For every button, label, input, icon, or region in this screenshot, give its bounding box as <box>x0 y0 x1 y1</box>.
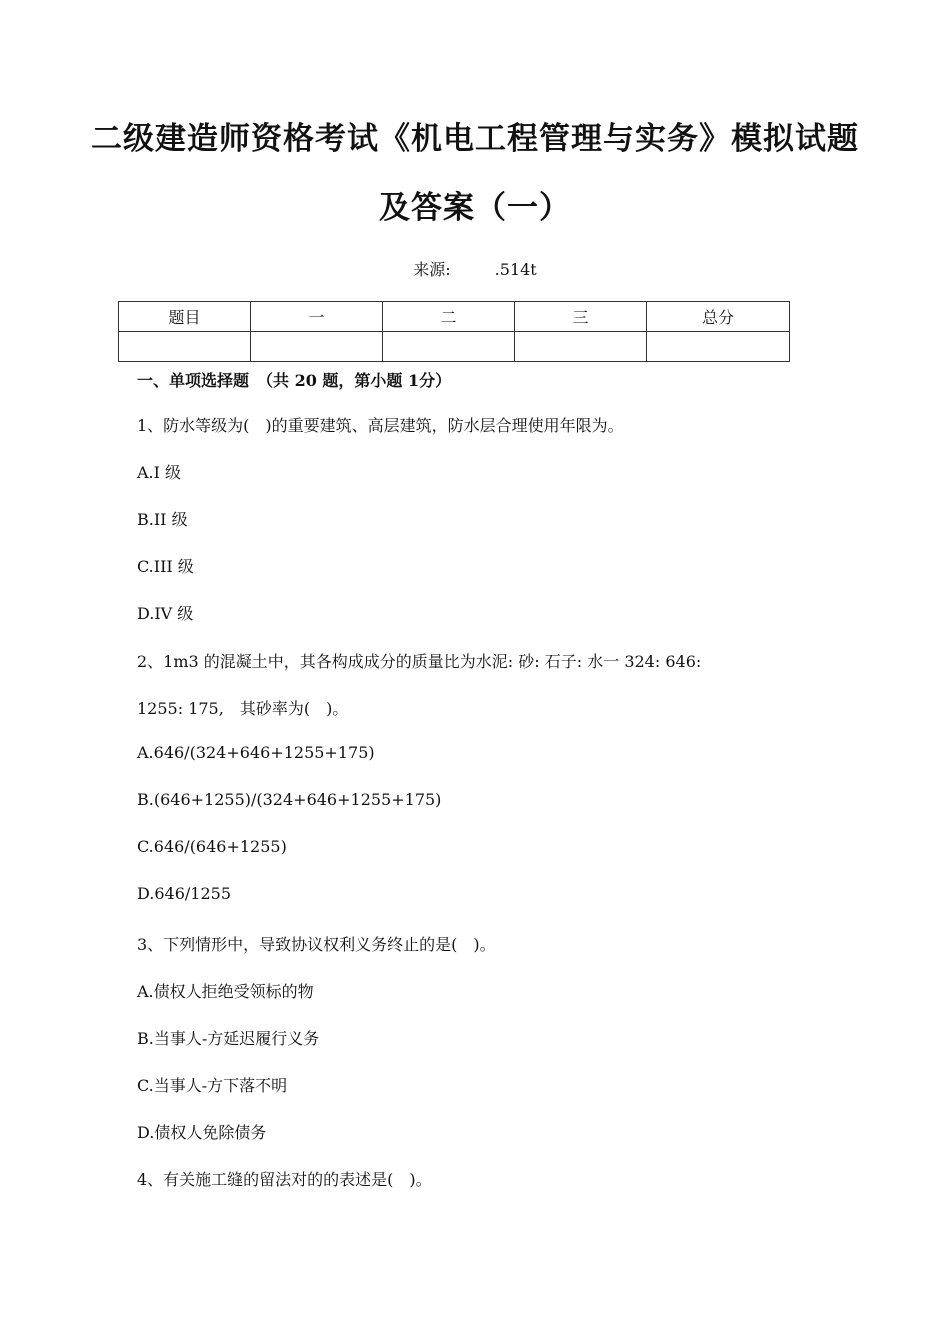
question-3-option-b: B.当事人-方延迟履行义务 <box>137 1029 320 1048</box>
question-3-option-d: D.债权人免除债务 <box>137 1123 267 1142</box>
question-1-option-b: B.II 级 <box>137 510 188 529</box>
question-4-text: 4、有关施工缝的留法对的的表述是( )。 <box>137 1170 432 1189</box>
question-1-option-c: C.III 级 <box>137 557 194 576</box>
score-table-header-row <box>119 302 790 332</box>
question-1-option-a: A.I 级 <box>137 463 182 482</box>
document-title-line-2: 及答案（一） <box>379 190 571 226</box>
question-2-option-c: C.646/(646+1255) <box>137 837 287 856</box>
document-title-line-1: 二级建造师资格考试《机电工程管理与实务》模拟试题 <box>91 121 859 157</box>
source-line <box>0 257 950 280</box>
score-value-cell <box>515 332 647 362</box>
score-header-cell: 总分 <box>647 302 790 332</box>
question-3-option-c: C.当事人-方下落不明 <box>137 1076 288 1095</box>
score-header-cell: 三 <box>515 302 647 332</box>
question-2-text: 2、1m3 的混凝土中，其各构成成分的质量比为水泥: 砂: 石子: 水一 324: 646: <box>137 652 702 671</box>
question-2-option-d: D.646/1255 <box>137 884 231 903</box>
question-1-text: 1、防水等级为( )的重要建筑、高层建筑，防水层合理使用年限为。 <box>137 416 624 435</box>
question-2-option-a: A.646/(324+646+1255+175) <box>137 743 375 762</box>
score-header-cell: 题目 <box>119 302 251 332</box>
question-2-option-b: B.(646+1255)/(324+646+1255+175) <box>137 790 442 809</box>
section-heading: 一、单项选择题 （共 20 题，第小题 1分） <box>137 371 452 390</box>
score-table-value-row <box>119 332 790 362</box>
question-2-text-continued: 1255: 175, 其砂率为( )。 <box>137 699 349 718</box>
source-value: .514t <box>494 260 537 279</box>
source-label: 来源: <box>413 260 451 279</box>
score-header-cell: 一 <box>251 302 383 332</box>
question-3-option-a: A.债权人拒绝受领标的物 <box>137 982 314 1001</box>
score-table <box>118 301 790 362</box>
question-1-option-d: D.IV 级 <box>137 604 194 623</box>
score-value-cell <box>251 332 383 362</box>
score-value-cell <box>119 332 251 362</box>
question-3-text: 3、下列情形中，导致协议权利义务终止的是( )。 <box>137 935 496 954</box>
score-value-cell <box>647 332 790 362</box>
score-header-cell: 二 <box>383 302 515 332</box>
score-value-cell <box>383 332 515 362</box>
